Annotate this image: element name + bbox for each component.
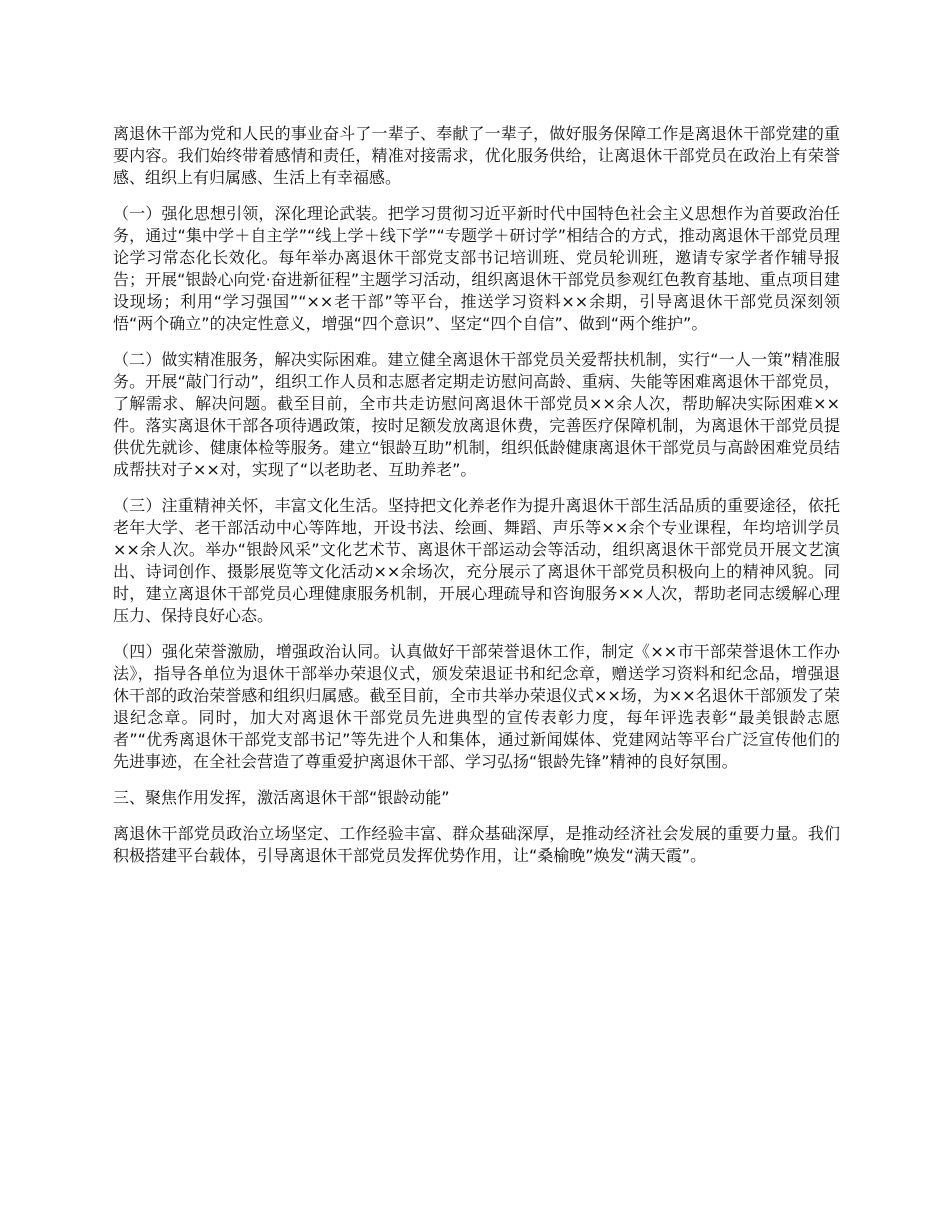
document-body bbox=[113, 123, 840, 881]
intro-paragraph: 离退休干部为党和人民的事业奋斗了一辈子、奉献了一辈子，做好服务保障工作是离退休干部党建的重要内容。我们始终带着感情和责任，精准对接需求，优化服务供给，让离退休干部党员在政治上有荣誉感、组织上有归属感、生活上有幸福感。 bbox=[113, 124, 840, 187]
section-heading: 三、聚焦作用发挥，激活离退休干部“银龄动能” bbox=[113, 788, 450, 807]
paragraph-ideological-guidance: （一）强化思想引领，深化理论武装。把学习贯彻习近平新时代中国特色社会主义思想作为首要政治任务，通过“集中学＋自主学”“线上学＋线下学”“专题学＋研讨学”相结合的方式，推动离退休干部党员理论学习常态化长效化。每年举办离退休干部党支部书记培训班、党员轮训班，邀请专家学者作辅导报告；开展“银龄心向党·奋进新征程”主题学习活动，组织离退休干部党员参观红色教育基地、重点项目建设现场；利用“学习强国”“××老干部”等平台，推送学习资料××余期，引导离退休干部党员深刻领悟“两个确立”的决定性意义，增强“四个意识”、坚定“四个自信”、做到“两个维护”。 bbox=[113, 204, 840, 333]
paragraph-precise-service: （二）做实精准服务，解决实际困难。建立健全离退休干部党员关爱帮扶机制，实行“一人一策”精准服务。开展“敲门行动”，组织工作人员和志愿者定期走访慰问高龄、重病、失能等困难离退休干部党员，了解需求、解决问题。截至目前，全市共走访慰问离退休干部党员××余人次，帮助解决实际困难××件。落实离退休干部各项待遇政策，按时足额发放离退休费，完善医疗保障机制，为离退休干部党员提供优先就诊、健康体检等服务。建立“银龄互助”机制，组织低龄健康离退休干部党员与高龄困难党员结成帮扶对子××对，实现了“以老助老、互助养老”。 bbox=[113, 350, 840, 479]
closing-paragraph: 离退休干部党员政治立场坚定、工作经验丰富、群众基础深厚，是推动经济社会发展的重要力量。我们积极搭建平台载体，引导离退休干部党员发挥优势作用，让“桑榆晚”焕发“满天霞”。 bbox=[113, 824, 840, 865]
paragraph-honor-incentive: （四）强化荣誉激励，增强政治认同。认真做好干部荣誉退休工作，制定《××市干部荣誉退休工作办法》，指导各单位为退休干部举办荣退仪式，颁发荣退证书和纪念章，赠送学习资料和纪念品，增强退休干部的政治荣誉感和组织归属感。截至目前，全市共举办荣退仪式××场，为××名退休干部颁发了荣退纪念章。同时，加大对离退休干部党员先进典型的宣传表彰力度，每年评选表彰“最美银龄志愿者”“优秀离退休干部党支部书记”等先进个人和集体，通过新闻媒体、党建网站等平台广泛宣传他们的先进事迹，在全社会营造了尊重爱护离退休干部、学习弘扬“银龄先锋”精神的良好氛围。 bbox=[113, 642, 840, 771]
paragraph-spiritual-care: （三）注重精神关怀，丰富文化生活。坚持把文化养老作为提升离退休干部生活品质的重要途径，依托老年大学、老干部活动中心等阵地，开设书法、绘画、舞蹈、声乐等××余个专业课程，年均培训学员××余人次。举办“银龄风采”文化艺术节、离退休干部运动会等活动，组织离退休干部党员开展文艺演出、诗词创作、摄影展览等文化活动××余场次，充分展示了离退休干部党员积极向上的精神风貌。同时，建立离退休干部党员心理健康服务机制，开展心理疏导和咨询服务××人次，帮助老同志缓解心理压力、保持良好心态。 bbox=[113, 496, 840, 625]
